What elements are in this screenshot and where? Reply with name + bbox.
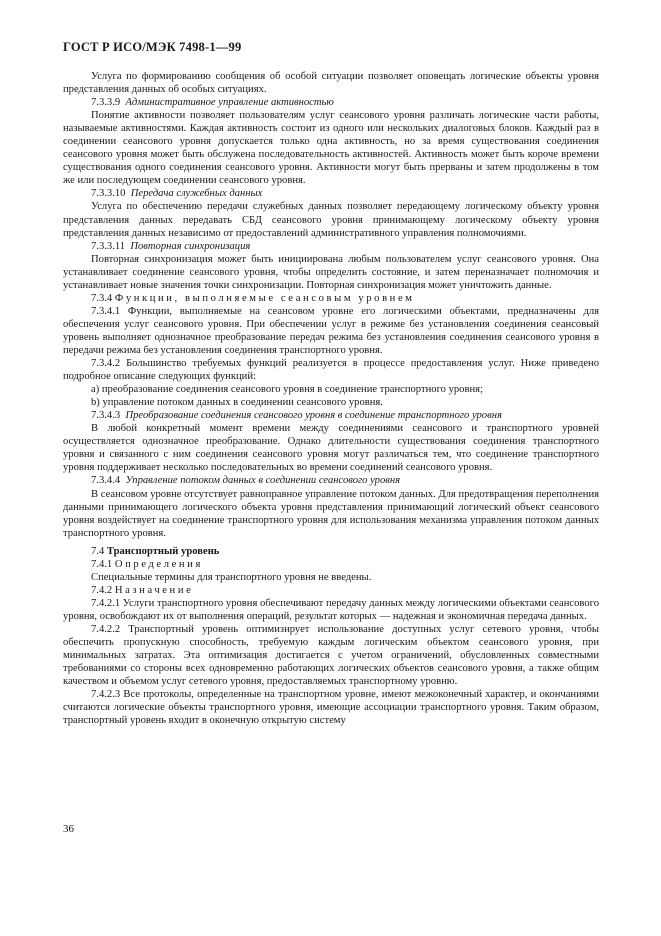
section-number: 7.3.3.10 xyxy=(91,188,126,200)
document-header: ГОСТ Р ИСО/МЭК 7498-1—99 xyxy=(63,40,242,54)
section-title: Повторная синхронизация xyxy=(130,240,251,252)
section-title: Назначение xyxy=(114,584,194,596)
section-heading xyxy=(63,474,599,487)
section-heading xyxy=(63,558,599,571)
paragraph: Понятие активности позволяет пользователям услуг сеансового уровня различать логические части работы, называемые активностями. Каждая активность состоит из одного или нескольких диалоговых блоков. Каждый раз в соединении сеансового уровня допускается только одна активность, но за время существования соединения сеансового уровня может быть обслужена последовательность активностей. Активность может быть короче времени существования одного соединения сеансового уровня. Активности могут быть прерваны и затем продолжены в том же или последующем соединении сеансового уровня. xyxy=(63,110,599,187)
section-number: 7.4 xyxy=(91,545,105,557)
paragraph: В сеансовом уровне отсутствует равноправное управление потоком данных. Для предотвращения переполнения данными принимающего логического объекта уровня представления принимающий логический объект сеансового уровня воздействует на соединение транспортного уровня для использования механизма управления потоком данных транспортного уровня. xyxy=(63,488,599,539)
section-title: Управление потоком данных в соединении сеансового уровня xyxy=(125,475,401,487)
paragraph: 7.4.2.2 Транспортный уровень оптимизирует использование доступных услуг сетевого уровня, чтобы обеспечить пропускную способность, требуемую каждым логическим объектом сеансового уровня, при минимальных затратах. Эта оптимизация достигается с учетом ограничений, обусловленных совместными требованиями со стороны всех одновременно работающих логических объектов сеансового уровня, а также общим качеством и объемом услуг сетевого уровня, предоставляемых транспортному уровню. xyxy=(63,623,599,688)
section-heading xyxy=(63,545,599,558)
section-number: 7.3.3.9 xyxy=(91,97,121,109)
section-heading xyxy=(63,187,599,200)
document-body xyxy=(63,70,599,727)
paragraph: 7.4.2.3 Все протоколы, определенные на транспортном уровне, имеют межоконечный характер, и окончаниями считаются логические объекты транспортного уровня, имеющие ассоциации транспортного уровня. Таким образом, транспортный уровень входит в оконечную открытую систему xyxy=(63,689,599,727)
section-title: Функции, выполняемые сеансовым уровнем xyxy=(114,292,415,304)
list-item: b) управление потоком данных в соединении сеансового уровня. xyxy=(91,397,383,409)
section-heading xyxy=(63,584,599,597)
section-number: 7.4.1 xyxy=(91,558,113,570)
section-title: Транспортный уровень xyxy=(106,545,220,557)
section-heading xyxy=(63,409,599,422)
section-number: 7.3.4.3 xyxy=(91,410,121,422)
paragraph: Услуга по обеспечению передачи служебных данных позволяет передающему логическому объекту уровня представления данных передавать СБД сеансового уровня принимающему логическому объекту уровня представления данных независимо от предоставлений административного управления полномочиями. xyxy=(63,201,599,239)
section-number: 7.3.3.11 xyxy=(91,240,126,252)
section-title: Административное управление активностью xyxy=(125,97,334,109)
section-title: Определения xyxy=(114,558,203,570)
section-heading xyxy=(63,96,599,109)
page-number: 36 xyxy=(63,823,74,835)
paragraph: Повторная синхронизация может быть инициирована любым пользователем услуг сеансового уровня. Она устанавливает соединение сеансового уровня, чтобы определить состояние, и затем переназначает полномочия и устанавливает новые значения точки синхронизации. Повторная синхронизация может уничтожить данные. xyxy=(63,253,599,291)
paragraph: 7.4.2.1 Услуги транспортного уровня обеспечивают передачу данных между логическими объектами сеансового уровня, освобождают их от выполнения операций, результат которых — надежная и экономичная передача данных. xyxy=(63,597,599,622)
section-title: Преобразование соединения сеансового уровня в соединение транспортного уровня xyxy=(125,410,502,422)
section-number: 7.3.4.4 xyxy=(91,475,121,487)
list-item: а) преобразование соединения сеансового уровня в соединение транспортного уровня; xyxy=(91,384,483,396)
paragraph: Специальные термины для транспортного уровня не введены. xyxy=(91,571,372,583)
section-number: 7.3.4 xyxy=(91,292,113,304)
section-number: 7.4.2 xyxy=(91,584,113,596)
section-heading xyxy=(63,292,599,305)
section-title: Передача служебных данных xyxy=(130,188,263,200)
section-heading xyxy=(63,240,599,253)
paragraph: 7.3.4.2 Большинство требуемых функций реализуется в процессе предоставления услуг. Ниже приведено подробное описание следующих функций: xyxy=(63,358,599,383)
paragraph: 7.3.4.1 Функции, выполняемые на сеансовом уровне его логическими объектами, предназначены для обеспечения услуг сеансового уровня. При обеспечении услуг в режиме без установления соединения сеансовый уровень выполняет однозначное преобразование передач режима без установления соединения сеансового уровня в передачи режима без установления соединения транспортного уровня. xyxy=(63,305,599,356)
paragraph: В любой конкретный момент времени между соединениями сеансового и транспортного уровней осуществляется однозначное преобразование. Однако длительности существования соединения транспортного уровня и связанного с ним соединения сеансового уровня могут различаться тем, что соединение транспортного уровня поддерживает несколько последовательных во времени соединений сеансового уровня. xyxy=(63,423,599,474)
paragraph: Услуга по формированию сообщения об особой ситуации позволяет оповещать логические объекты уровня представления данных об особых ситуациях. xyxy=(63,71,599,96)
